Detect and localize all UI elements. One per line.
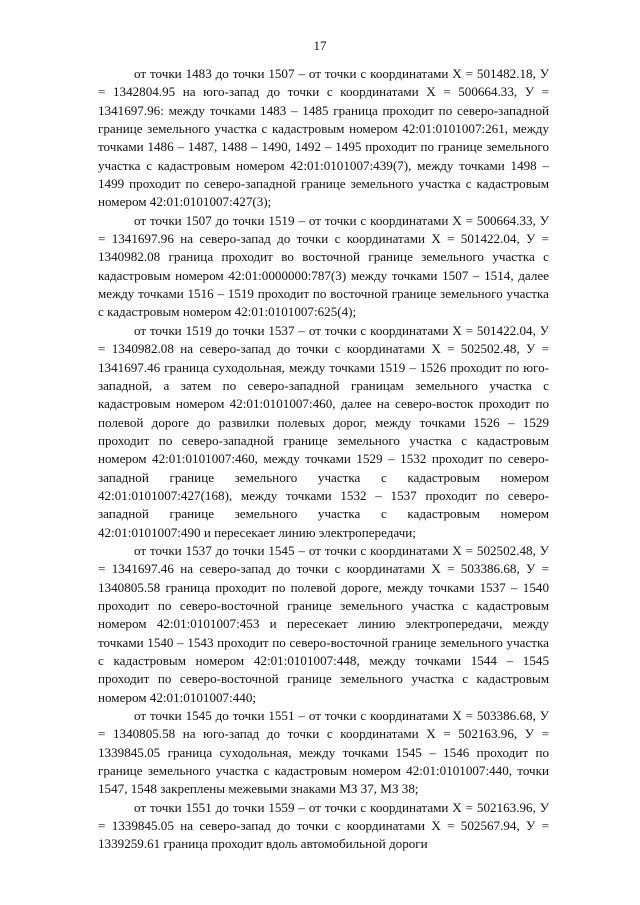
paragraph-1551-1559: от точки 1551 до точки 1559 – от точки с координатами Х = 502163.96, У = 1339845.05 на северо-запад до точки с координатами Х = 502567.94, У = 1339259.61 граница проходит вдоль автомобильной дороги — [98, 799, 549, 852]
paragraph-1545-1551: от точки 1545 до точки 1551 – от точки с координатами Х = 503386.68, У = 1340805.58 на юго-запад до точки с координатами Х = 502163.96, У = 1339845.05 граница суходольная, между точками 1545 – 1546 проходит по границе земельного участка с кадастровым номером 42:01:0101007:440, точки 1547, 1548 закреплены межевыми знаками МЗ 37, МЗ 38; — [98, 708, 549, 797]
page-number: 17 — [313, 38, 327, 53]
paragraph-1483-1507: от точки 1483 до точки 1507 – от точки с координатами Х = 501482.18, У = 1342804.95 на юго-запад до точки с координатами Х = 500664.33, У = 1341697.96: между точками 1483 – 1485 граница проходит по северо-западной границе земельного участка с кадастровым номером 42:01:0101007:261, между точками 1486 – 1487, 1488 – 1490, 1492 – 1495 проходит по границе земельного участка с кадастровым номером 42:01:0101007:439(7), между точками 1498 – 1499 проходит по северо-западной границе земельного участка с кадастровым номером 42:01:0101007:427(3); — [98, 66, 549, 210]
paragraph-1519-1537: от точки 1519 до точки 1537 – от точки с координатами Х = 501422.04, У = 1340982.08 на северо-запад до точки с координатами Х = 502502.48, У = 1341697.46 граница суходольная, между точками 1519 – 1526 проходит по юго-западной, а затем по северо-западной границам земельного участка с кадастровым номером 42:01:0101007:460, далее на северо-восток проходит по полевой дороге до развилки полевых дорог, между точками 1526 – 1529 проходит по северо-западной границе земельного участка с кадастровым номером 42:01:0101007:460, между точками 1529 – 1532 проходит по северо-западной границе земельного участка с кадастровым номером 42:01:0101007:427(168), между точками 1532 – 1537 проходит по северо-западной границе земельного участка с кадастровым номером 42:01:0101007:490 и пересекает линию электропередачи; — [98, 322, 549, 540]
paragraph-1507-1519: от точки 1507 до точки 1519 – от точки с координатами Х = 500664.33, У = 1341697.96 на северо-запад до точки с координатами Х = 501422.04, У = 1340982.08 граница проходит во восточной границе земельного участка с кадастровым номером 42:01:0000000:787(3) между точками 1507 – 1514, далее между точками 1516 – 1519 проходит по восточной границе земельного участка с кадастровым номером 42:01:0101007:625(4); — [98, 212, 549, 320]
paragraph-1537-1545: от точки 1537 до точки 1545 – от точки с координатами Х = 502502.48, У = 1341697.46 на северо-запад до точки с координатами Х = 503386.68, У = 1340805.58 граница проходит по полевой дороге, между точками 1537 – 1540 проходит по северо-восточной границе земельного участка с кадастровым номером 42:01:0101007:453 и пересекает линию электропередачи, между точками 1540 – 1543 проходит по северо-восточной границе земельного участка с кадастровым номером 42:01:0101007:448, между точками 1544 – 1545 проходит по северо-восточной границе земельного участка с кадастровым номером 42:01:0101007:440; — [98, 542, 549, 705]
body-text — [98, 65, 549, 854]
